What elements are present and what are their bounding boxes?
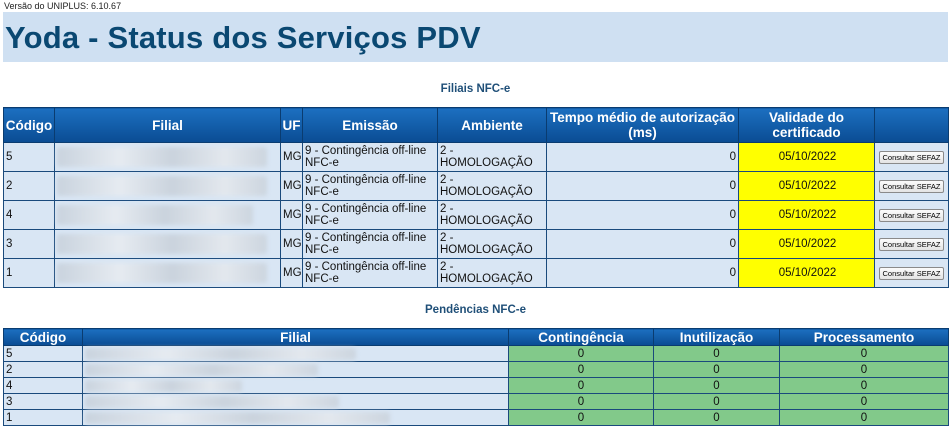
tempo-cell: 0 [547,143,739,172]
processamento-cell: 0 [780,362,949,378]
filial-cell [55,230,281,259]
validade-cell: 05/10/2022 [739,201,875,230]
filial-cell [55,201,281,230]
tempo-cell: 0 [547,230,739,259]
ambiente-cell: 2 - HOMOLOGAÇÃO [438,201,547,230]
contingencia-cell: 0 [509,394,654,410]
uf-cell: MG [281,172,303,201]
uf-cell: MG [281,230,303,259]
filiais-header-row [4,108,949,143]
inutilizacao-cell: 0 [654,394,780,410]
table-row [4,201,949,230]
acao-cell [875,172,949,201]
emissao-cell: 9 - Contingência off-line NFC-e [303,172,438,201]
contingencia-cell: 0 [509,362,654,378]
table-row [4,230,949,259]
codigo-cell: 4 [4,201,55,230]
col-validade: Validade do certificado [739,108,875,143]
consultar-sefaz-button[interactable]: Consultar SEFAZ [879,180,945,193]
emissao-cell: 9 - Contingência off-line NFC-e [303,259,438,288]
col-inutilizacao: Inutilização [654,329,780,346]
emissao-cell: 9 - Contingência off-line NFC-e [303,201,438,230]
filial-cell [83,346,509,362]
ambiente-cell: 2 - HOMOLOGAÇÃO [438,143,547,172]
redacted-filial-name [85,364,318,376]
table-row [4,143,949,172]
page-title: Yoda - Status dos Serviços PDV [5,20,481,55]
contingencia-cell: 0 [509,378,654,394]
redacted-filial-name [57,176,267,196]
tempo-cell: 0 [547,259,739,288]
col-tempo: Tempo médio de autorização (ms) [547,108,739,143]
codigo-cell: 2 [4,172,55,201]
col-acao [875,108,949,143]
codigo-cell: 3 [4,394,83,410]
consultar-sefaz-button[interactable]: Consultar SEFAZ [879,238,945,251]
validade-cell: 05/10/2022 [739,172,875,201]
codigo-cell: 5 [4,346,83,362]
emissao-cell: 9 - Contingência off-line NFC-e [303,230,438,259]
ambiente-cell: 2 - HOMOLOGAÇÃO [438,172,547,201]
table-row [4,346,949,362]
uf-cell: MG [281,201,303,230]
table-row [4,172,949,201]
tempo-cell: 0 [547,201,739,230]
ambiente-cell: 2 - HOMOLOGAÇÃO [438,230,547,259]
redacted-filial-name [85,380,242,392]
filial-cell [55,172,281,201]
codigo-cell: 1 [4,410,83,426]
emissao-cell: 9 - Contingência off-line NFC-e [303,143,438,172]
page-header [3,12,948,62]
validade-cell: 05/10/2022 [739,143,875,172]
pendencias-section-title: Pendências NFC-e [425,304,526,316]
inutilizacao-cell: 0 [654,410,780,426]
redacted-filial-name [57,263,267,283]
table-row [4,259,949,288]
processamento-cell: 0 [780,394,949,410]
redacted-filial-name [85,348,356,360]
filial-cell [83,394,509,410]
filiais-section-title: Filiais NFC-e [440,83,511,95]
processamento-cell: 0 [780,378,949,394]
pendencias-table [3,328,949,426]
col-contingencia: Contingência [509,329,654,346]
col-filial: Filial [55,108,281,143]
version-text: Versão do UNIPLUS: 6.10.67 [4,1,122,11]
filial-cell [83,362,509,378]
processamento-cell: 0 [780,410,949,426]
col-emissao: Emissão [303,108,438,143]
table-row [4,378,949,394]
validade-cell: 05/10/2022 [739,259,875,288]
filiais-table [3,107,949,288]
inutilizacao-cell: 0 [654,346,780,362]
uf-cell: MG [281,259,303,288]
consultar-sefaz-button[interactable]: Consultar SEFAZ [879,267,945,280]
table-row [4,410,949,426]
codigo-cell: 5 [4,143,55,172]
redacted-filial-name [57,147,267,167]
pendencias-header-row [4,329,949,346]
col-codigo: Código [4,108,55,143]
filial-cell [55,259,281,288]
redacted-filial-name [57,205,253,225]
redacted-filial-name [85,396,339,408]
consultar-sefaz-button[interactable]: Consultar SEFAZ [879,151,945,164]
validade-cell: 05/10/2022 [739,230,875,259]
processamento-cell: 0 [780,346,949,362]
col-processamento: Processamento [780,329,949,346]
acao-cell [875,230,949,259]
redacted-filial-name [85,412,390,424]
col-ambiente: Ambiente [438,108,547,143]
filial-cell [83,410,509,426]
codigo-cell: 1 [4,259,55,288]
ambiente-cell: 2 - HOMOLOGAÇÃO [438,259,547,288]
filial-cell [55,143,281,172]
codigo-cell: 3 [4,230,55,259]
consultar-sefaz-button[interactable]: Consultar SEFAZ [879,209,945,222]
acao-cell [875,259,949,288]
col-codigo: Código [4,329,83,346]
uf-cell: MG [281,143,303,172]
acao-cell [875,143,949,172]
tempo-cell: 0 [547,172,739,201]
redacted-filial-name [57,234,267,254]
col-uf: UF [281,108,303,143]
codigo-cell: 2 [4,362,83,378]
filial-cell [83,378,509,394]
inutilizacao-cell: 0 [654,362,780,378]
table-row [4,362,949,378]
contingencia-cell: 0 [509,410,654,426]
table-row [4,394,949,410]
col-filial: Filial [83,329,509,346]
contingencia-cell: 0 [509,346,654,362]
acao-cell [875,201,949,230]
codigo-cell: 4 [4,378,83,394]
inutilizacao-cell: 0 [654,378,780,394]
